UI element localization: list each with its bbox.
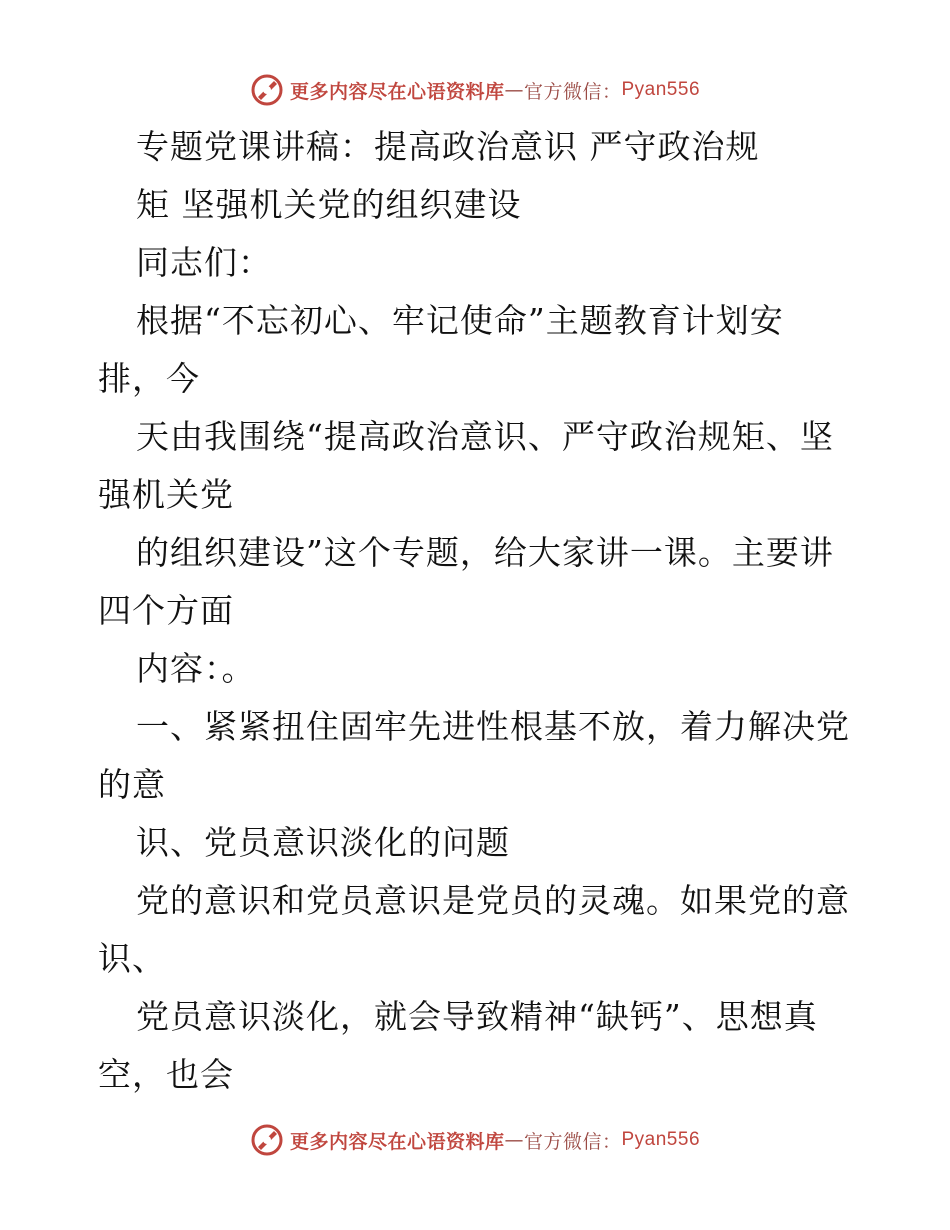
- text-line: 排，今: [98, 359, 200, 398]
- text-line: 根据“不忘初心、牢记使命”主题教育计划安: [136, 301, 784, 340]
- text-line: 识、党员意识淡化的问题: [136, 823, 510, 862]
- brush-pen-logo-icon: [250, 73, 284, 107]
- text-line: 同志们：: [136, 243, 272, 282]
- watermark-separator: —: [504, 79, 524, 101]
- text-line: 专题党课讲稿：提高政治意识 严守政治规: [136, 127, 760, 166]
- text-line: 矩 坚强机关党的组织建设: [136, 185, 522, 224]
- header-watermark: [0, 70, 950, 110]
- text-line: 的组织建设”这个专题，给大家讲一课。主要讲: [136, 533, 834, 572]
- text-line: 内容：。: [136, 649, 256, 688]
- text-line: 识、: [98, 939, 166, 978]
- text-line: 强机关党: [98, 475, 234, 514]
- watermark-sub-text: 官方微信：: [523, 80, 622, 103]
- text-line: 四个方面: [98, 591, 234, 630]
- text-line: 的意: [98, 765, 166, 804]
- watermark-separator: —: [504, 1129, 524, 1151]
- watermark-main-text: 更多内容尽在心语资料库: [289, 80, 505, 103]
- watermark-id: Pyan556: [621, 79, 701, 100]
- text-line: 天由我围绕“提高政治意识、严守政治规矩、坚: [136, 417, 834, 456]
- brush-pen-logo-icon: [250, 1123, 284, 1157]
- text-line: 空，也会: [98, 1055, 234, 1094]
- text-line: 党的意识和党员意识是党员的灵魂。如果党的意: [136, 881, 850, 920]
- footer-watermark: [0, 1120, 950, 1160]
- text-line: 一、紧紧扭住固牢先进性根基不放，着力解决党: [136, 707, 850, 746]
- watermark-id: Pyan556: [621, 1129, 701, 1150]
- text-line: 党员意识淡化，就会导致精神“缺钙”、思想真: [136, 997, 818, 1036]
- watermark-sub-text: 官方微信：: [523, 1130, 622, 1153]
- watermark-main-text: 更多内容尽在心语资料库: [289, 1130, 505, 1153]
- document-body: [98, 118, 858, 1104]
